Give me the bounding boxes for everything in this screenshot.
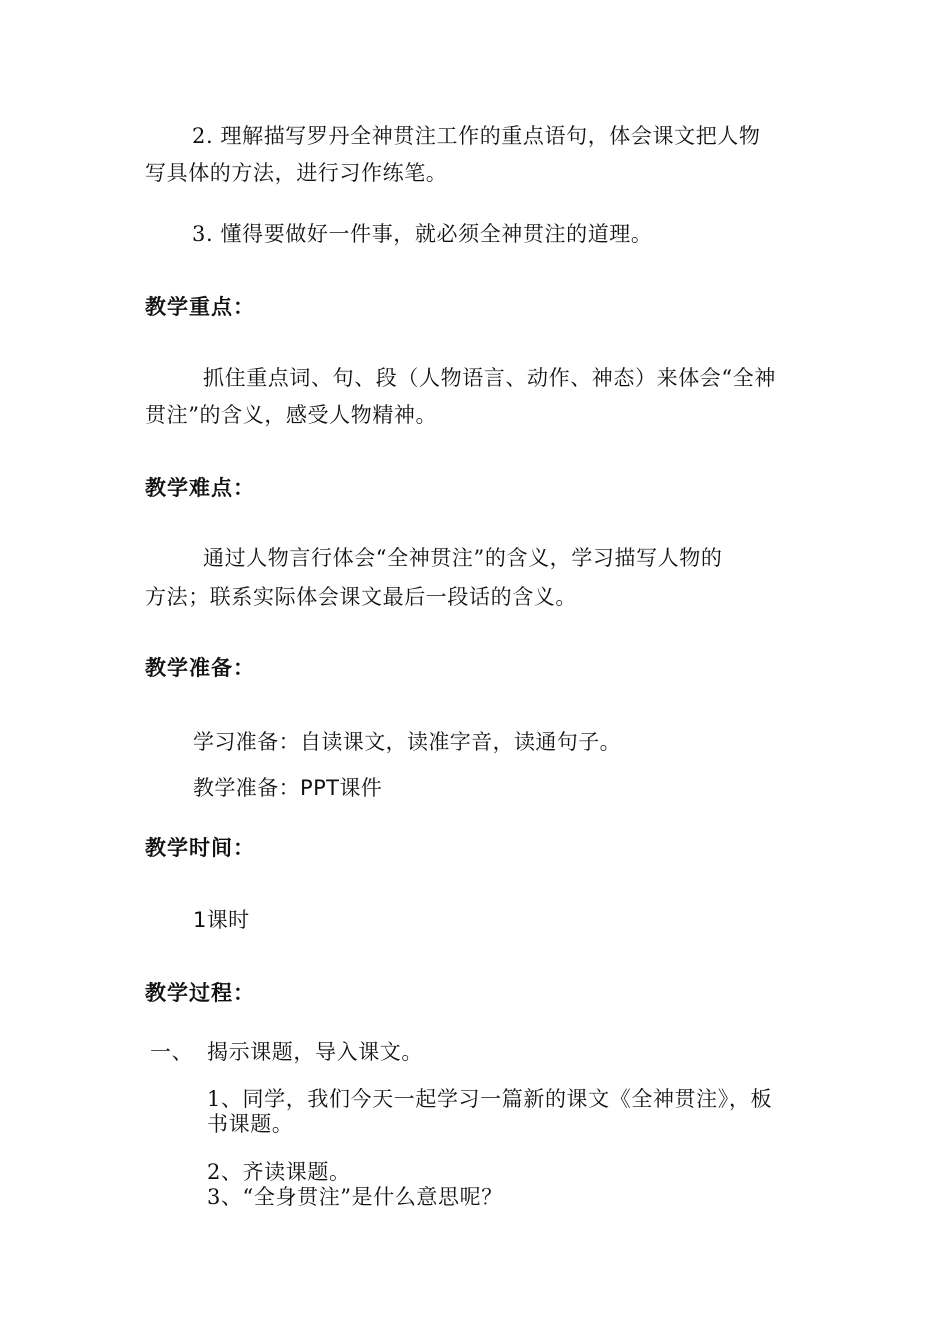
objective-3: 3. 懂得要做好一件事，就必须全神贯注的道理。 xyxy=(192,222,653,246)
difficulties-heading: 教学难点： xyxy=(145,476,255,500)
time-value: 1课时 xyxy=(193,908,250,932)
teacher-preparation: 教学准备：PPT课件 xyxy=(193,776,383,800)
section-1-number: 一、 xyxy=(150,1040,194,1064)
step-3: 3、“全身贯注”是什么意思呢？ xyxy=(207,1185,503,1209)
time-heading: 教学时间： xyxy=(145,836,255,860)
process-heading: 教学过程： xyxy=(145,981,255,1005)
difficulties-line-2: 方法；联系实际体会课文最后一段话的含义。 xyxy=(145,585,577,609)
objective-2-line-2: 写具体的方法，进行习作练笔。 xyxy=(145,161,448,185)
step-1-line-2: 书课题。 xyxy=(207,1112,294,1136)
step-1-line-1: 1、同学，我们今天一起学习一篇新的课文《全神贯注》，板 xyxy=(207,1087,773,1111)
section-1-title: 揭示课题，导入课文。 xyxy=(207,1040,423,1064)
step-2: 2、齐读课题。 xyxy=(207,1160,351,1184)
preparation-heading: 教学准备： xyxy=(145,656,255,680)
key-points-line-2: 贯注”的含义，感受人物精神。 xyxy=(145,403,438,427)
key-points-heading: 教学重点： xyxy=(145,295,255,319)
student-preparation: 学习准备：自读课文，读准字音，读通句子。 xyxy=(193,730,621,754)
difficulties-line-1: 通过人物言行体会“全神贯注”的含义，学习描写人物的 xyxy=(203,546,723,570)
key-points-line-1: 抓住重点词、句、段（人物语言、动作、神态）来体会“全神 xyxy=(203,366,776,390)
objective-2-line-1: 2. 理解描写罗丹全神贯注工作的重点语句，体会课文把人物 xyxy=(192,124,761,148)
